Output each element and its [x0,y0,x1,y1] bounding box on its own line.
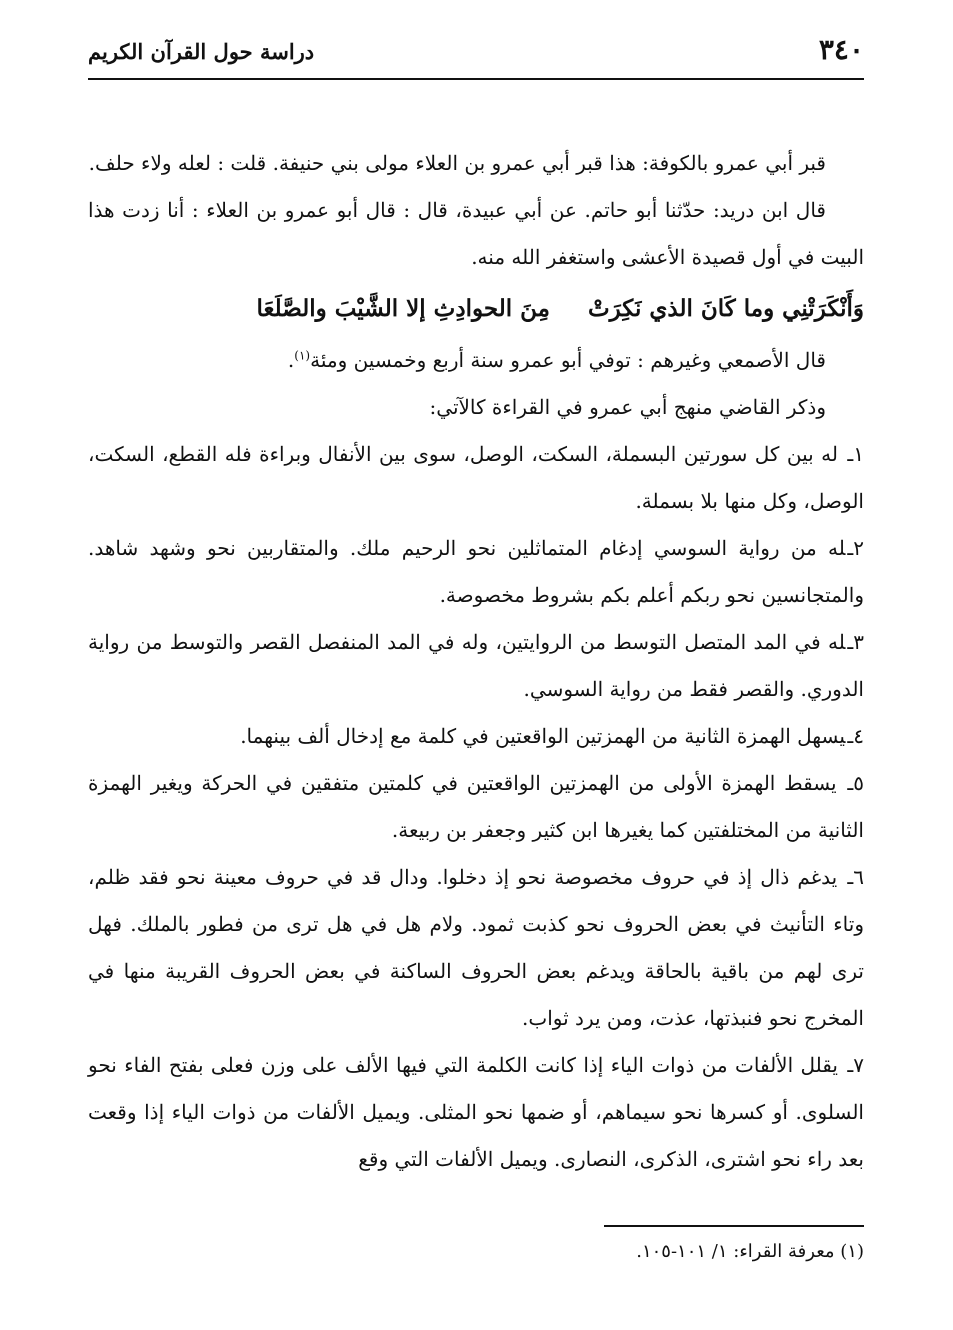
list-item-number: ٦ـ [847,865,864,889]
death-year-text: قال الأصمعي وغيرهم : توفي أبو عمرو سنة أربع وخمسين ومئة [310,348,826,372]
list-item-number: ٤ـ [847,724,864,748]
footnote-divider [604,1225,864,1227]
death-year-end: . [287,348,295,372]
list-item-number: ٧ـ [847,1053,864,1077]
verse-first-hemistich: وَأَنْكَرَتْنِي وما كَانَ الذي نَكِرَتْ [587,295,864,322]
list-item-text: له بين كل سورتين البسملة، السكت، الوصل، سوى بين الأنفال وبراءة فله القطع، السكت، الوصل، وكل منها بلا بسملة. [88,442,864,513]
list-item [88,854,864,1042]
list-item [88,525,864,619]
list-item-text: له في المد المتصل التوسط من الروايتين، وله في المد المنفصل القصر والتوسط من رواية الدوري. والقصر فقط من رواية السوسي. [88,630,864,701]
verse-second-hemistich: مِنَ الحوادِثِ إلا الشَّيْبَ والصَّلَعَا [256,295,550,322]
paragraph-grave: قبر أبي عمرو بالكوفة: هذا قبر أبي عمرو بن العلاء مولى بني حنيفة. قلت : لعله ولاء حلف. [88,151,826,175]
list-item-text: يسهل الهمزة الثانية من الهمزتين الواقعتين في كلمة مع إدخال ألف بينهما. [240,724,846,748]
footnote: (١) معرفة القراء: ١/ ١٠١-١٠٥. [636,1241,864,1262]
list-item-number: ٥ـ [847,771,864,795]
list-item [88,1042,864,1183]
list-item-text: له من رواية السوسي إدغام المتماثلين نحو الرحيم ملك. والمتقاربين نحو وشهد شاهد. والمتجانسين نحو ربكم أعلم بكم بشروط مخصوصة. [88,536,864,607]
page-number: ٣٤٠ [818,33,864,66]
list-item-text: يدغم ذال إذ في حروف مخصوصة نحو إذ دخلوا. ودال قد في حروف معينة نحو فقد ظلم، وتاء التأنيث في بعض الحروف نحو كذبت ثمود. ولام هل في هل ترى من فطور بالملك. فهل ترى لهم من باقية بالحاقة ويدغم بعض الحروف الساكنة في بعض الحروف القريبة منها في المخرج نحو فنبذتها، عذت، ومن يرد ثواب. [88,865,864,1030]
list-item [88,619,864,713]
list-item-text: يسقط الهمزة الأولى من الهمزتين الواقعتين في كلمتين متفقين في الحركة ويغير الهمزة الثانية من المختلفتين كما يغيرها ابن كثير وجعفر بن ربيعة. [88,771,864,842]
list-item-number: ٢ـ [847,536,864,560]
list-item [88,713,864,760]
list-item [88,431,864,525]
paragraph-death-year [88,337,864,384]
running-title: دراسة حول القرآن الكريم [88,39,315,64]
list-item-text: يقلل الألفات من ذوات الياء إذا كانت الكلمة التي فيها الألف على وزن فعلى بفتح الفاء نحو السلوى. أو كسرها نحو سيماهم، أو ضمها نحو المثلى. ويميل الألفات من ذوات الياء إذا وقعت بعد راء نحو اشترى، الذكرى، النصارى. ويميل الألفات التي وقع [88,1053,864,1171]
paragraph-method-intro: وذكر القاضي منهج أبي عمرو في القراءة كالآتي: [429,395,826,419]
paragraph-ibn-durayd: قال ابن دريد: حدّثنا أبو حاتم. عن أبي عبيدة، قال : قال أبو عمرو بن العلاء : أنا زدت هذا البيت في أول قصيدة الأعشى واستغفر الله منه. [88,198,864,269]
page-header [88,30,864,80]
list-item [88,760,864,854]
list-item-number: ١ـ [847,442,865,466]
poetry-verse [88,283,864,335]
body-text [88,140,864,1183]
list-item-number: ٣ـ [847,630,864,654]
footnote-reference: (١) [294,348,311,363]
